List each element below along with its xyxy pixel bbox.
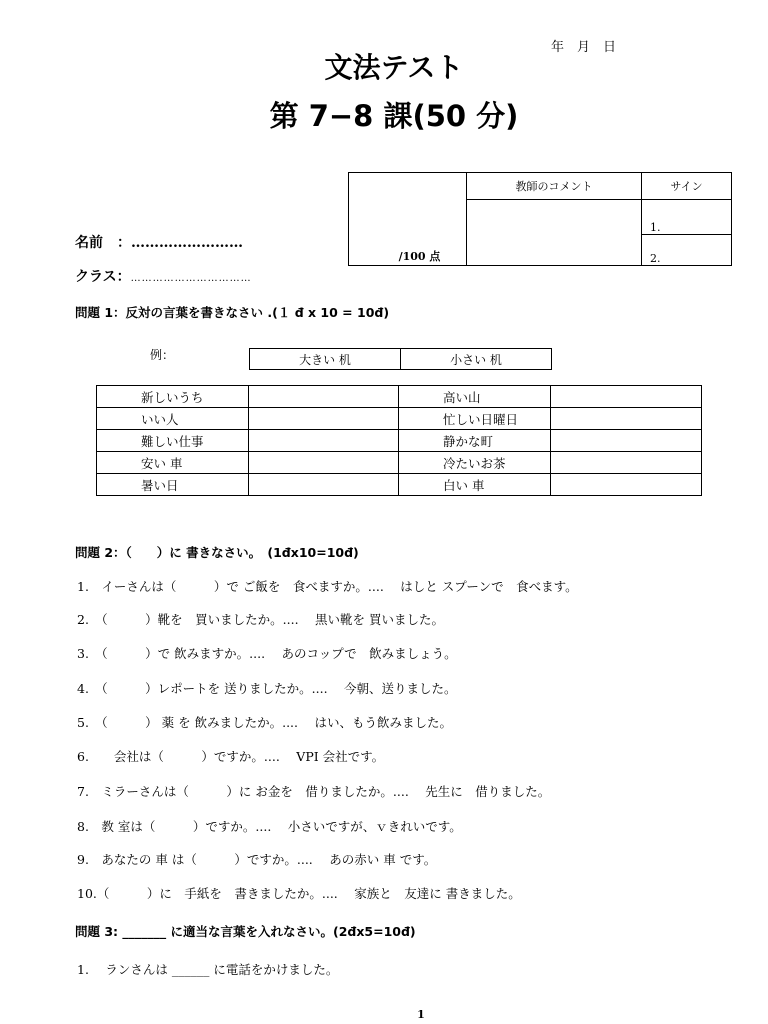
q1-answer-right: [551, 430, 702, 452]
sign-header: サイン: [642, 173, 732, 200]
class-dots: ……………………………: [130, 273, 252, 284]
q1-answer-left: [249, 430, 399, 452]
table-row: [97, 386, 702, 408]
score-cell: [349, 173, 467, 266]
table-row: [97, 452, 702, 474]
page-title: 文法テスト: [324, 51, 464, 84]
q3-title: 問題 3: _______ に適当な言葉を入れなさい。(2đx5=10đ): [75, 924, 416, 939]
q1-prompt-right: 高い山: [399, 386, 551, 408]
q2-item-6: 6. 会社は（ ）ですか。.... VPI 会社です。: [77, 749, 385, 764]
example-right: 小さい 机: [401, 349, 552, 370]
q2-item-8: 8. 教 室は（ ）ですか。.... 小さいですが、ｖきれいです。: [77, 819, 462, 834]
q1-prompt-left: いい人: [97, 408, 249, 430]
table-row: [97, 430, 702, 452]
q1-answer-right: [551, 386, 702, 408]
sign-slot-1: 1.: [642, 200, 732, 235]
q1-prompt-right: 冷たいお茶: [399, 452, 551, 474]
q2-item-10: 10.（ ）に 手紙を 書きましたか。.... 家族と 友達に 書きました。: [77, 886, 521, 901]
q2-item-3: 3. （ ）で 飲みますか。.... あのコップで 飲みましょう。: [77, 646, 457, 661]
class-line: [75, 266, 252, 286]
q1-title: 問題 1：反対の言葉を書きなさい .(１ đ x 10 = 10đ): [75, 305, 390, 320]
comment-cell: [467, 200, 642, 266]
example-left: 大きい 机: [250, 349, 401, 370]
q1-answer-left: [249, 452, 399, 474]
name-dots: ……………………: [131, 235, 243, 251]
q1-prompt-left: 新しいうち: [97, 386, 249, 408]
q1-table: [96, 385, 702, 496]
q2-item-2: 2. （ ）靴を 買いましたか。.... 黒い靴を 買いました。: [77, 612, 445, 627]
grade-box: [348, 172, 732, 266]
name-label: 名前 ：: [75, 235, 131, 251]
q1-prompt-left: 安い 車: [97, 452, 249, 474]
q3-item-1: 1. ランさんは ______ に電話をかけました。: [77, 962, 339, 977]
example-label: 例：: [150, 348, 175, 362]
q1-answer-right: [551, 408, 702, 430]
date-line: 年 月 日: [551, 40, 617, 55]
page-subtitle: 第 7−8 課(50 分): [269, 99, 519, 133]
table-row: [97, 408, 702, 430]
q1-prompt-right: 白い 車: [399, 474, 551, 496]
table-row: [97, 474, 702, 496]
example-table: [249, 348, 552, 370]
q1-answer-right: [551, 452, 702, 474]
page-number: 1: [417, 1008, 425, 1021]
q2-item-1: 1. イーさんは（ ）で ご飯を 食べますか。.... はしと スプーンで 食べます。: [77, 579, 578, 594]
q1-prompt-left: 暑い日: [97, 474, 249, 496]
score-label: /100 点: [398, 250, 441, 263]
q1-prompt-left: 難しい仕事: [97, 430, 249, 452]
q1-answer-left: [249, 408, 399, 430]
q2-item-9: 9. あなたの 車 は（ ）ですか。.... あの赤い 車 です。: [77, 852, 437, 867]
comment-header: 教師のコメント: [467, 173, 642, 200]
q1-answer-left: [249, 386, 399, 408]
q1-prompt-right: 忙しい日曜日: [399, 408, 551, 430]
name-line: [75, 232, 243, 252]
q1-prompt-right: 静かな町: [399, 430, 551, 452]
q2-item-5: 5. （ ） 薬 を 飲みましたか。.... はい、もう飲みました。: [77, 715, 452, 730]
sign-slot-2: 2.: [642, 235, 732, 266]
q1-answer-left: [249, 474, 399, 496]
q2-item-7: 7. ミラーさんは（ ）に お金を 借りましたか。.... 先生に 借りました。: [77, 784, 551, 799]
q1-answer-right: [551, 474, 702, 496]
class-label: クラス：: [75, 269, 131, 285]
q2-title: 問題 2：（ ）に 書きなさい。 (1đx10=10đ): [75, 545, 359, 560]
q2-item-4: 4. （ ）レポートを 送りましたか。.... 今朝、送りました。: [77, 681, 457, 696]
